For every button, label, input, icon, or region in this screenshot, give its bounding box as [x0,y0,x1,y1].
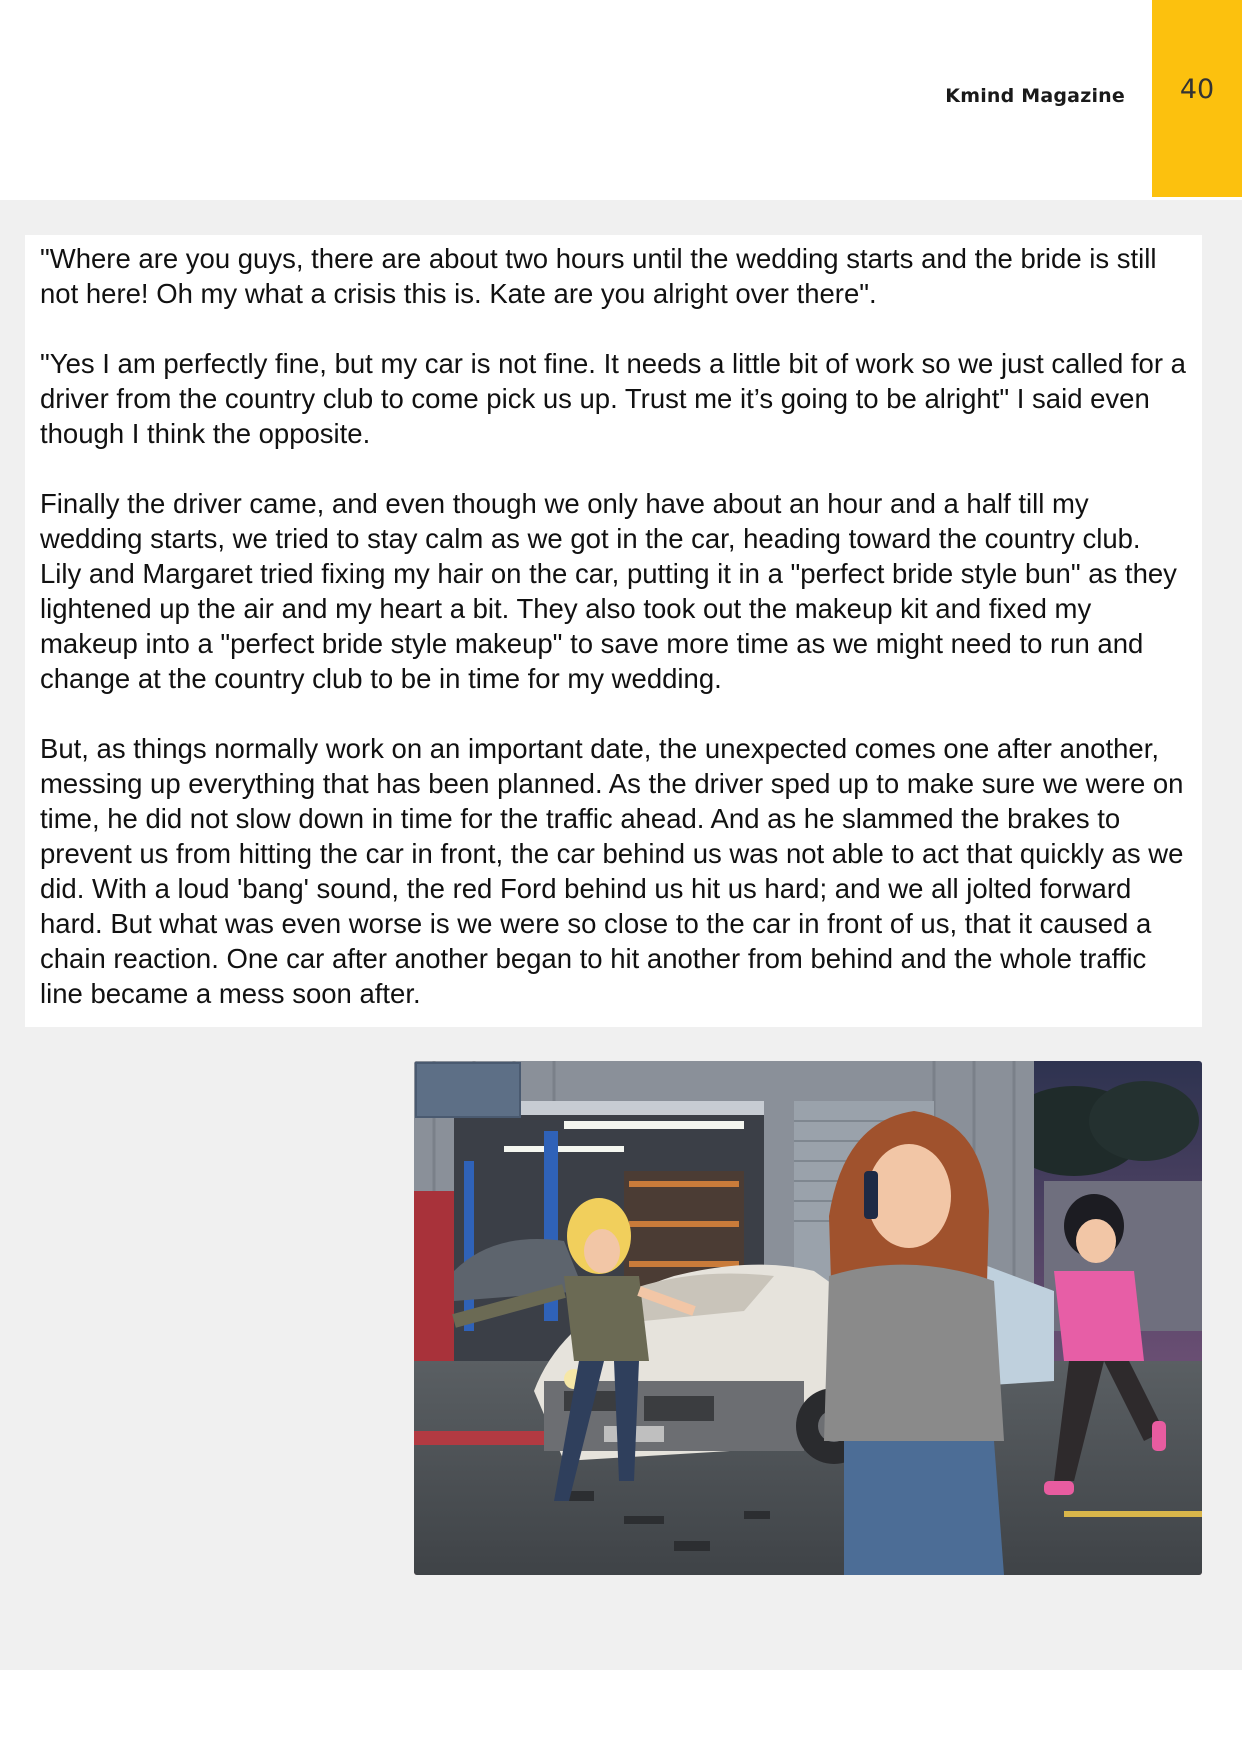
article-paragraph-1: "Where are you guys, there are about two hours until the wedding starts and the bride is still not here! Oh my what a crisis this is. Kate are you alright over there". [40,243,1157,309]
page-footer [0,1670,1242,1756]
article-text-panel [25,235,1202,1027]
car-accident-illustration [414,1061,1202,1575]
article-paragraph-2: "Yes I am perfectly fine, but my car is not fine. It needs a little bit of work so we just called for a driver from the country club to come pick us up. Trust me it’s going to be alright" I said even though I think the opposite. [40,348,1186,449]
page-header [0,0,1242,200]
article-paragraph-4: But, as things normally work on an important date, the unexpected comes one after another, messing up everything that has been planned. As the driver sped up to make sure we were on time, he did not slow down in time for the traffic ahead. And as he slammed the brakes to prevent us from hitting the car in front, the car behind us was not able to act that quickly as we did. With a loud 'bang' sound, the red Ford behind us hit us hard; and we all jolted forward hard. But what was even worse is we were so close to the car in front of us, that it caused a chain reaction. One car after another began to hit another from behind and the whole traffic line became a mess soon after. [40,733,1184,1009]
article-paragraph-3: Finally the driver came, and even though we only have about an hour and a half till my wedding starts, we tried to stay calm as we got in the car, heading toward the country club. Lily and Margaret tried fixing my hair on the car, putting it in a "perfect bride style bun" as they lightened up the air and my heart a bit. They also took out the makeup kit and fixed my makeup into a "perfect bride style makeup" to save more time as we might need to run and change at the country club to be in time for my wedding. [40,488,1177,694]
page-number: 40 [1179,74,1215,105]
story-illustration [414,1061,1202,1575]
page-number-tab [1152,0,1242,197]
magazine-name: Kmind Magazine [945,85,1125,107]
